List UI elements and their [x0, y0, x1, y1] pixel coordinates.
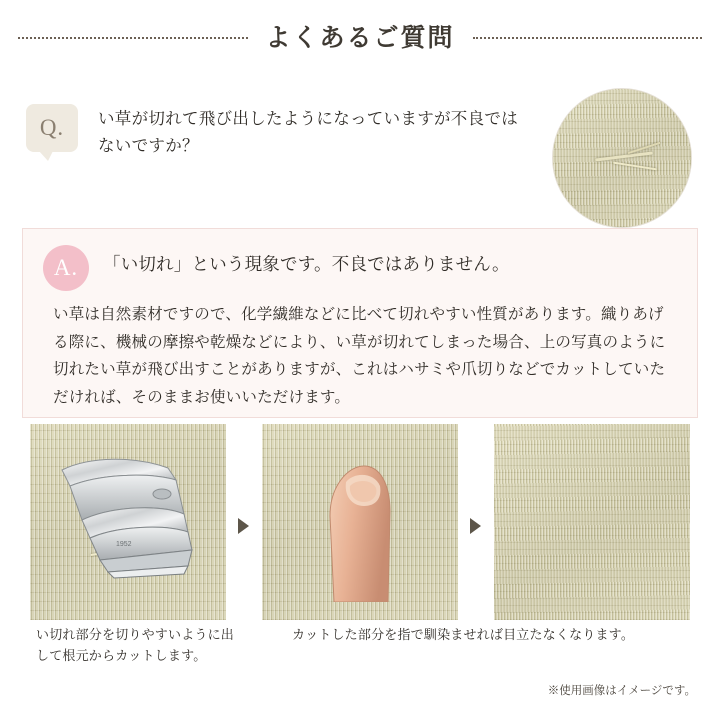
answer-body: い草は自然素材ですので、化学繊維などに比べて切れやすい性質があります。織りあげる際に、機械の摩擦や乾燥などにより、い草が切れてしまった場合、上の写真のように切れたい草が飛び出すことがありますが、これはハサミや爪切りなどでカットしていただければ、そのままお使いいただけます。: [53, 306, 666, 406]
step-caption-left: い切れ部分を切りやすいように出して根元からカットします。: [36, 627, 235, 664]
step-photo-1: [30, 424, 226, 620]
footer-spacer: [0, 710, 720, 720]
header-divider-right: [473, 37, 703, 39]
answer-badge: [43, 245, 89, 291]
question-block: [0, 96, 720, 226]
tatami-texture: [494, 424, 690, 620]
arrow-right-icon-1: [238, 518, 249, 534]
step-caption-right: カットした部分を指で馴染ませれば目立たなくなります。: [292, 627, 635, 642]
step-photo-2: [262, 424, 458, 620]
arrow-right-icon-2: [470, 518, 481, 534]
page-title: よくあるご質問: [265, 24, 455, 52]
question-badge: [26, 104, 78, 152]
question-text: い草が切れて飛び出したようになっていますが不良ではないですか？: [98, 110, 518, 155]
image-disclaimer-note: ※使用画像はイメージです。: [547, 685, 696, 697]
page-header: [0, 0, 720, 72]
answer-badge-label: A.: [53, 255, 79, 280]
nail-clipper-icon: [56, 454, 206, 584]
question-badge-label: Q.: [39, 115, 65, 140]
svg-text:1952: 1952: [116, 541, 132, 548]
step-photos: [30, 424, 690, 620]
finger-icon: [320, 452, 398, 602]
header-divider-left: [18, 37, 248, 39]
answer-headline: 「い切れ」という現象です。不良ではありません。: [103, 254, 510, 274]
tatami-photo-circle: [552, 88, 692, 228]
answer-panel: [22, 228, 698, 418]
step-photo-3: [494, 424, 690, 620]
